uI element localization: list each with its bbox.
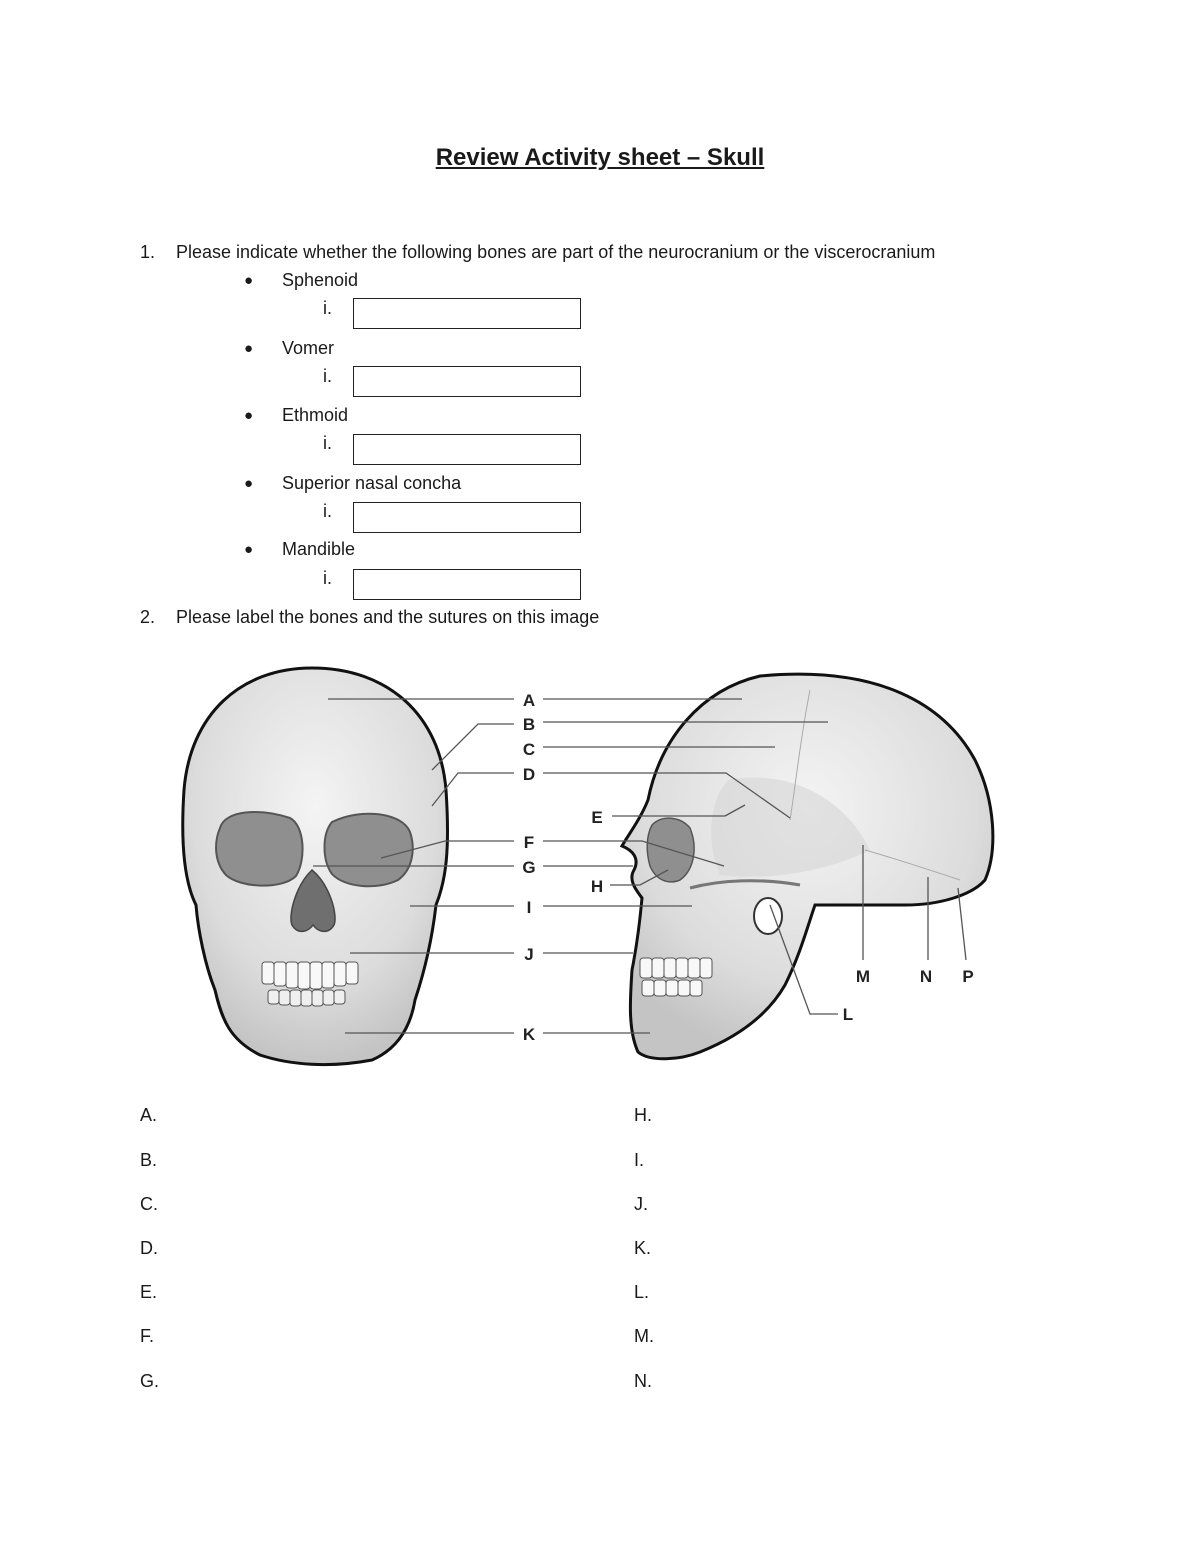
question-1-number: 1. bbox=[140, 242, 156, 262]
roman-numeral: i. bbox=[323, 433, 332, 453]
roman-numeral: i. bbox=[323, 298, 332, 318]
question-2-number: 2. bbox=[140, 607, 156, 627]
orbit-left bbox=[325, 814, 413, 887]
question-2-text: Please label the bones and the sutures on this image bbox=[176, 607, 600, 627]
roman-numeral: i. bbox=[323, 366, 332, 386]
bone-vomer: Vomer bbox=[282, 338, 335, 358]
roman-numeral: i. bbox=[323, 568, 332, 588]
answer-c: C. bbox=[140, 1194, 158, 1214]
answer-e: E. bbox=[140, 1282, 158, 1302]
orbit-right bbox=[216, 812, 303, 886]
bullet-icon: ● bbox=[244, 407, 254, 424]
bullet-icon: ● bbox=[244, 272, 254, 289]
answer-k: K. bbox=[634, 1238, 652, 1258]
label-i: I bbox=[526, 898, 532, 917]
page-title: Review Activity sheet – Skull bbox=[435, 144, 765, 171]
roman-numeral: i. bbox=[323, 501, 332, 521]
answer-l: L. bbox=[634, 1282, 650, 1302]
answer-b: B. bbox=[140, 1150, 158, 1170]
question-1-text: Please indicate whether the following bones are part of the neurocranium or the viscerocranium bbox=[176, 242, 936, 262]
answer-j: J. bbox=[634, 1194, 649, 1214]
lateral-teeth bbox=[640, 958, 712, 996]
answer-a: A. bbox=[140, 1105, 158, 1125]
upper-teeth bbox=[262, 962, 358, 989]
lower-teeth bbox=[268, 990, 345, 1006]
label-e: E bbox=[591, 808, 603, 827]
label-b: B bbox=[522, 715, 536, 734]
bone-sphenoid: Sphenoid bbox=[282, 270, 359, 290]
label-k: K bbox=[522, 1025, 536, 1044]
label-m: M bbox=[855, 967, 871, 986]
bullet-icon: ● bbox=[244, 340, 254, 357]
label-d: D bbox=[522, 765, 536, 784]
label-j: J bbox=[524, 945, 534, 964]
answer-f: F. bbox=[140, 1326, 155, 1346]
answer-d: D. bbox=[140, 1238, 158, 1258]
label-f: F bbox=[523, 833, 535, 852]
label-l: L bbox=[842, 1005, 854, 1024]
label-n: N bbox=[919, 967, 933, 986]
label-h: H bbox=[590, 877, 604, 896]
bullet-icon: ● bbox=[244, 541, 254, 558]
ear-canal bbox=[754, 898, 782, 934]
bone-ethmoid: Ethmoid bbox=[282, 405, 349, 425]
bone-superior-nasal-concha: Superior nasal concha bbox=[282, 473, 462, 493]
answer-n: N. bbox=[634, 1371, 652, 1391]
answer-m: M. bbox=[634, 1326, 654, 1346]
label-p: P bbox=[962, 967, 974, 986]
label-g: G bbox=[522, 858, 536, 877]
bone-mandible: Mandible bbox=[282, 539, 356, 559]
bullet-icon: ● bbox=[244, 475, 254, 492]
answer-h: H. bbox=[634, 1105, 652, 1125]
answer-i: I. bbox=[634, 1150, 645, 1170]
label-c: C bbox=[522, 740, 536, 759]
answer-g: G. bbox=[140, 1371, 160, 1391]
lateral-skull bbox=[622, 674, 993, 1059]
label-a: A bbox=[522, 691, 536, 710]
